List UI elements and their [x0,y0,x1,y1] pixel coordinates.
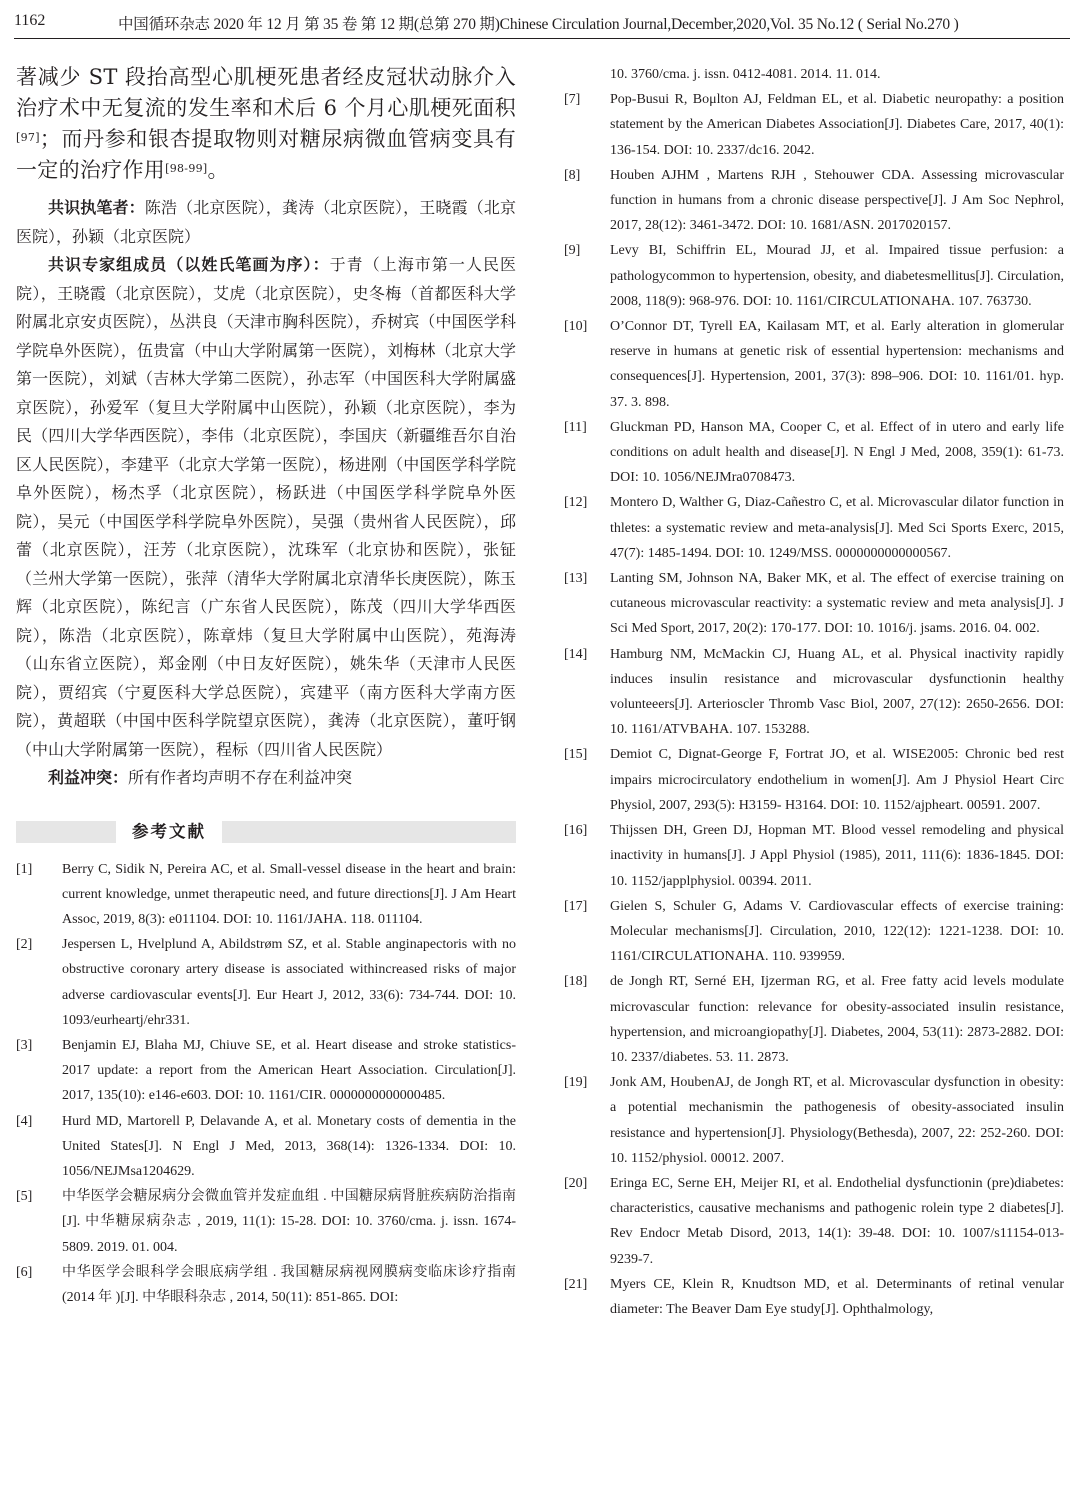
conflict-text: 所有作者均声明不存在利益冲突 [128,768,353,787]
left-column [16,62,516,1310]
reference-number: [12] [564,495,588,511]
reference-number: [2] [16,937,33,953]
reference-text: Houben AJHM , Martens RJH , Stehouwer CDA. Assessing microvascular function in humans from a chronic disease perspective[J]. J Am Soc Nephrol, 2017, 28(12): 3461-3472. DOI: 10. 1681/ASN. 2017020157. [610,167,1064,234]
reference-text: Berry C, Sidik N, Pereira AC, et al. Small-vessel disease in the heart and brain: current knowledge, unmet therapeutic need, and future directions[J]. J Am Heart Assoc, 2019, 8(3): e011104. DOI: 10. 1161/JAHA. 118. 011104. [62,861,516,927]
experts-text: 于青（上海市第一人民医院），王晓霞（北京医院），艾虎（北京医院），史冬梅（首都医科大学附属北京安贞医院），丛洪良（天津市胸科医院），乔树宾（中国医学科学院阜外医院），伍贵富（中山大学附属第一医院），刘梅林（北京大学第一医院），刘斌（吉林大学第二医院），孙志军（中国医科大学附属盛京医院），孙爱军（复旦大学附属中山医院），孙颖（北京医院），李为民（四川大学华西医院），李伟（北京医院），李国庆（新疆维吾尔自治区人民医院），李建平（北京大学第一医院），杨进刚（中国医学科学院阜外医院），杨杰孚（北京医院），杨跃进（中国医学科学院阜外医院），吴元（中国医学科学院阜外医院），吴强（贵州省人民医院），邱蕾（北京医院），汪芳（北京医院），沈珠军（北京协和医院），张钲（兰州大学第一医院），张萍（清华大学附属北京清华长庚医院），陈玉辉（北京医院），陈纪言（广东省人民医院），陈茂（四川大学华西医院），陈浩（北京医院），陈章炜（复旦大学附属中山医院），苑海涛（山东省立医院），郑金刚（中日友好医院），姚朱华（天津市人民医院），贾绍宾（宁夏医科大学总医院），宾建平（南方医科大学南方医院），黄超联（中国中医科学院望京医院），龚涛（北京医院），董吁钢（中山大学附属第一医院），程标（四川省人民医院） [16,255,516,759]
reference-text: Thijssen DH, Green DJ, Hopman MT. Blood vessel remodeling and physical inactivity in humans[J]. J Appl Physiol (1985), 2011, 111(6): 1836-1845. DOI: 10. 1152/japplphysiol. 00394. 2011. [610,823,1064,889]
reference-number: [6] [16,1264,33,1280]
reference-number: [10] [564,319,588,335]
reference-number: [1] [16,861,33,877]
reference-item [16,857,516,933]
reference-number: [3] [16,1037,33,1053]
reference-item [16,1033,516,1109]
reference-text: Montero D, Walther G, Diaz-Cañestro C, et al. Microvascular dilator function in thletes: a systematic review and meta-analysis[J]. Med Sci Sports Exerc, 2015, 47(7): 1485-1494. DOI: 10. 1249/MSS. 0000000000000567. [610,495,1064,561]
reference-text: Hurd MD, Martorell P, Delavande A, et al. Monetary costs of dementia in the United States[J]. N Engl J Med, 2013, 368(14): 1326-1334. DOI: 10. 1056/NEJMsa1204629. [62,1113,516,1179]
reference-text: Benjamin EJ, Blaha MJ, Chiuve SE, et al. Heart disease and stroke statistics-2017 update: a report from the American Heart Association. Circulation[J]. 2017, 135(10): e146-e603. DOI: 10. 1161/CIR. 0000000000000485. [62,1037,516,1104]
reference-number: [18] [564,974,588,990]
reference-text: Jespersen L, Hvelplund A, Abildstrøm SZ, et al. Stable anginapectoris with no obstructive coronary artery disease is associated withincreased risks of major adverse cardiovascular events[J]. Eur Heart J, 2012, 33(6): 734-744. DOI: 10. 1093/eurheartj/ehr331. [62,937,516,1028]
reference-number: [4] [16,1113,33,1129]
reference-item [564,490,1064,566]
reference-6-continuation: 10. 3760/cma. j. issn. 0412-4081. 2014. 11. 014. [610,67,881,82]
intro-paragraph [16,62,516,186]
reference-item [564,314,1064,415]
reference-number: [8] [564,167,581,183]
reference-text: Gielen S, Schuler G, Adams V. Cardiovascular effects of exercise training: Molecular mechanisms[J]. Circulation, 2010, 122(12): 1221-1238. DOI: 10. 1161/CIRCULATIONAHA. 110. 939959. [610,898,1064,965]
reference-text: 中华医学会眼科学会眼底病学组 . 我国糖尿病视网膜病变临床诊疗指南 (2014 年 )[J]. 中华眼科杂志 , 2014, 50(11): 851-865. DOI: [62,1264,516,1305]
reference-text: Pop-Busui R, Boμlton AJ, Feldman EL, et al. Diabetic neuropathy: a position statement by the American Diabetes Association[J]. Diabetes Care, 2017, 40(1): 136-154. DOI: 10. 2337/dc16. 2042. [610,92,1064,158]
reference-number: [13] [564,571,588,587]
reference-item [564,566,1064,642]
references-list-left [16,857,516,1311]
reference-item [564,969,1064,1070]
reference-text: Gluckman PD, Hanson MA, Cooper C, et al. Effect of in utero and early life conditions on adult health and disease[J]. N Engl J Med, 2008, 359(1): 61-73. DOI: 10. 1056/NEJMra0708473. [610,419,1064,486]
references-list-right [564,87,1064,1322]
reference-text: Myers CE, Klein R, Knudtson MD, et al. Determinants of retinal venular diameter: The Beaver Dam Eye study[J]. Ophthalmology, [610,1276,1064,1317]
reference-text: Hamburg NM, McMackin CJ, Huang AL, et al. Physical inactivity rapidly induces insulin resistance and microvascular dysfunctionin healthy volunteeers[J]. Arterioscler Thromb Vasc Biol, 2007, 27(12): 2650-2656. DOI: 10. 1161/ATVBAHA. 107. 153288. [610,646,1064,738]
references-title: 参考文献 [116,821,222,843]
reference-text: 中华医学会糖尿病分会微血管并发症血组 . 中国糖尿病肾脏疾病防治指南 [J]. 中华糖尿病杂志 , 2019, 11(1): 15-28. DOI: 10. 3760/cma. j. issn. 1674-5809. 2019. 01. 004. [62,1189,516,1255]
reference-item [16,932,516,1033]
reference-item [564,1171,1064,1272]
reference-item [564,163,1064,239]
experts-paragraph [16,251,516,764]
reference-text: Levy BI, Schiffrin EL, Mourad JJ, et al. Impaired tissue perfusion: a pathologycommon to hypertension, obesity, and diabetesmellitus[J]. Circulation, 2008, 118(9): 968-976. DOI: 10. 1161/CIRCULATIONAHA. 107. 763730. [610,243,1064,309]
running-head: 中国循环杂志 2020 年 12 月 第 35 卷 第 12 期(总第 270 期)Chinese Circulation Journal,December,2020,Vol. 35 No.12 ( Serial No.270 ) [118,16,959,33]
reference-number: [20] [564,1175,588,1191]
header-rule [14,38,1070,39]
conflict-paragraph [16,764,516,793]
reference-number: [21] [564,1276,588,1292]
experts-label: 共识专家组成员（以姓氏笔画为序）： [48,255,330,274]
reference-item [564,238,1064,314]
reference-number: [15] [564,747,588,763]
authors-label: 共识执笔者： [48,198,145,217]
authors-text: 陈浩（北京医院），龚涛（北京医院），王晓霞（北京医院），孙颖（北京医院） [16,198,516,246]
page-header [14,8,1070,38]
reference-text: de Jongh RT, Serné EH, Ijzerman RG, et al. Free fatty acid levels modulate microvascular function: relevance for obesity-associated insulin resistance, hypertension, and microangiopathy[J]. Diabetes, 2004, 53(11): 2873-2882. DOI: 10. 2337/diabetes. 53. 11. 2873. [610,974,1064,1065]
references-heading [16,821,516,843]
conflict-label: 利益冲突： [48,768,129,787]
reference-item [564,742,1064,818]
reference-item [564,1070,1064,1171]
reference-item [564,87,1064,163]
reference-item [16,1109,516,1185]
reference-item [16,1260,516,1310]
reference-item [564,415,1064,491]
reference-number: [19] [564,1075,588,1091]
reference-item [564,894,1064,970]
reference-number: [14] [564,646,588,662]
reference-item [16,1184,516,1260]
intro-text-c: 。 [207,158,229,182]
reference-number: [9] [564,243,581,259]
reference-number: [16] [564,823,588,839]
reference-text: Demiot C, Dignat-George F, Fortrat JO, et al. WISE2005: Chronic bed rest impairs microcirculatory endothelium in women[J]. Am J Physiol Heart Circ Physiol, 2007, 293(5): H3159- H3164. DOI: 10. 1152/ajpheart. 00591. 2007. [610,747,1064,813]
right-column [564,62,1064,1322]
reference-item [564,818,1064,894]
citation-97: [97] [16,131,40,144]
authors-paragraph [16,194,516,251]
reference-item [564,642,1064,743]
intro-text-b: ；而丹参和银杏提取物则对糖尿病微血管病变具有一定的治疗作用 [16,127,516,182]
citation-98-99: [98-99] [165,162,208,175]
reference-text: Eringa EC, Serne EH, Meijer RI, et al. Endothelial dysfunctionin (pre)diabetes: characteristics, causative mechanisms and pathogenic rolein type 2 diabetes[J]. Rev Endocr Metab Disord, 2013, 14(1): 39-48. DOI: 10. 1007/s11154-013-9239-7. [610,1175,1064,1267]
reference-item [564,1272,1064,1322]
reference-number: [7] [564,92,581,108]
reference-number: [17] [564,898,588,914]
reference-text: Jonk AM, HoubenAJ, de Jongh RT, et al. Microvascular dysfunction in obesity: a potential mechanismin the pathogenesis of obesity-associated insulin resistance and hypertension[J]. Physiology(Bethesda), 2007, 22: 252-260. DOI: 10. 1152/physiol. 00012. 2007. [610,1075,1064,1166]
reference-text: Lanting SM, Johnson NA, Baker MK, et al. The effect of exercise training on cutaneous microvascular reactivity: a systematic review and meta analysis[J]. J Sci Med Sport, 2017, 20(2): 170-177. DOI: 10. 1016/j. jsams. 2016. 04. 002. [610,571,1064,637]
intro-text-a: 著减少 ST 段抬高型心肌梗死患者经皮冠状动脉介入治疗术中无复流的发生率和术后 6 个月心肌梗死面积 [16,65,516,120]
reference-number: [5] [16,1189,33,1205]
reference-number: [11] [564,419,587,435]
reference-text: O’Connor DT, Tyrell EA, Kailasam MT, et al. Early alteration in glomerular reserve in humans at genetic risk of essential hypertension: mechanisms and consequences[J]. Hypertension, 2001, 37(3): 898–906. DOI: 10. 1161/01. hyp. 37. 3. 898. [610,319,1064,410]
page-number: 1162 [14,12,46,29]
